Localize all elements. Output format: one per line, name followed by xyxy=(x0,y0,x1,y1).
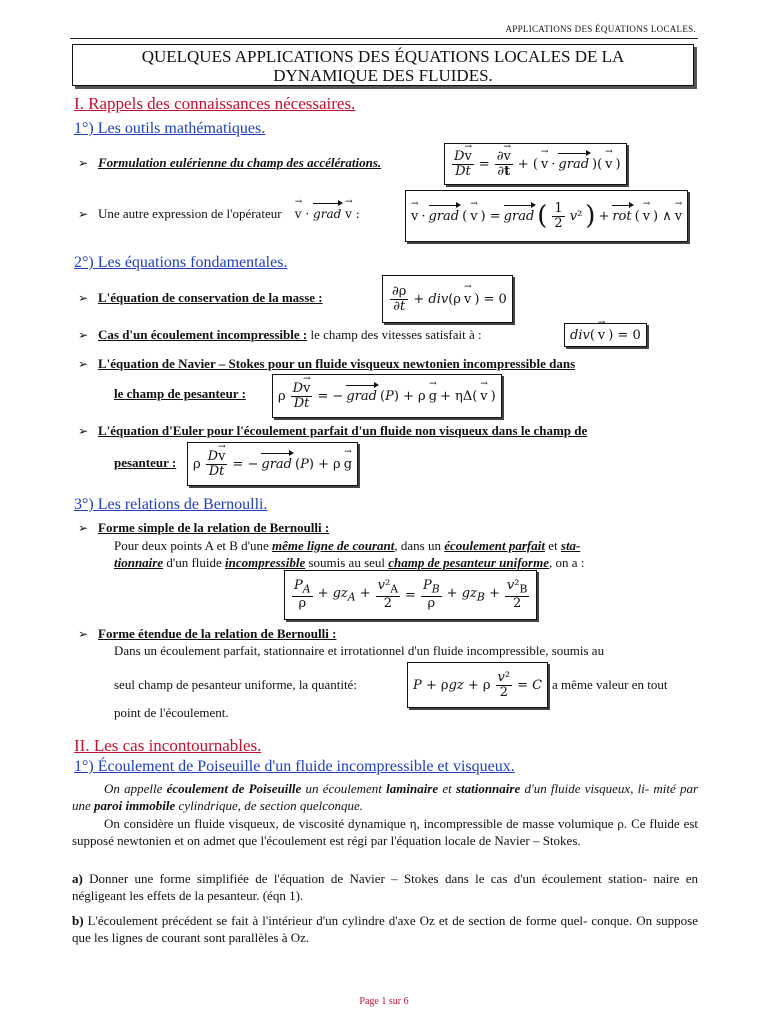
subsection-2-heading: 2°) Les équations fondamentales. xyxy=(74,254,288,271)
page-footer: Page 1 sur 6 xyxy=(359,996,409,1007)
item-operator: ➢ Une autre expression de l'opérateur → v · grad → v : xyxy=(78,206,698,222)
title-line-2: DYNAMIQUE DES FLUIDES. xyxy=(273,66,493,85)
subsection-3-heading: 3°) Les relations de Bernoulli. xyxy=(74,496,268,513)
bullet-arrow-icon: ➢ xyxy=(78,207,89,221)
poiseuille-definition: On appelle écoulement de Poiseuille un écoulement laminaire et stationnaire d'un fluide visqueux, li- mité par une paroi immobile cylindrique, de section quelconque. xyxy=(72,781,699,813)
equation-euler: ρ $\frac{D\to v}{Dt}$ = − grad (P) + ρ → g xyxy=(187,442,358,486)
equation-bernoulli-simple: $\frac{P_A}{\rho}$ + $gz_A$ + $\frac{v^2_A}{2}$ = $\frac{P_B}{\rho}$ + $gz_B$ + $\frac{v^2_B}{2}$ xyxy=(284,570,537,620)
item-label: pesanteur : xyxy=(114,455,177,470)
item-label: Une autre expression de l'opérateur xyxy=(98,206,282,221)
item-label: Forme simple de la relation de Bernoulli : xyxy=(98,520,330,535)
running-header: APPLICATIONS DES ÉQUATIONS LOCALES. xyxy=(505,24,696,34)
item-label: Forme étendue de la relation de Bernoulli : xyxy=(98,626,337,641)
item-label: Formulation eulérienne du champ des accélérations. xyxy=(98,155,382,170)
bullet-arrow-icon: ➢ xyxy=(78,357,89,371)
item-text: le champ des vitesses satisfait à : xyxy=(310,327,482,342)
section-2-heading: II. Les cas incontournables. xyxy=(74,736,262,755)
question-a: a) Donner une forme simplifiée de l'équation de Navier – Stokes dans le cas d'un écoulement station- naire en négligeant les effets de la pesanteur. (éqn 1). xyxy=(72,871,699,903)
equation-mass-conservation: $\frac{\partial\rho}{\partial t}$ + div(ρ → v ) = 0 xyxy=(382,275,513,323)
item-label: Cas d'un écoulement incompressible : xyxy=(98,327,308,342)
item-label: L'équation d'Euler pour l'écoulement parfait d'un fluide non visqueux dans le champ de xyxy=(98,423,588,438)
subsection-1-heading: 1°) Les outils mathématiques. xyxy=(74,120,266,137)
paragraph-consider: On considère un fluide visqueux, de viscosité dynamique η, incompressible de masse volumique ρ. Ce fluide est supposé newtonien et on admet que l'écoulement est régi par l'équation locale de Navier – Stokes. xyxy=(72,816,699,848)
title-line-1: QUELQUES APPLICATIONS DES ÉQUATIONS LOCALES DE LA xyxy=(141,47,625,66)
bullet-arrow-icon: ➢ xyxy=(78,424,89,438)
question-b: b) L'écoulement précédent se fait à l'intérieur d'un cylindre d'axe Oz et de section de forme quel- conque. On suppose que les lignes de courant sont parallèles à Oz. xyxy=(72,913,698,945)
item-label: L'équation de Navier – Stokes pour un fluide visqueux newtonien incompressible dans xyxy=(98,356,576,371)
bernoulli-extended-line3: point de l'écoulement. xyxy=(114,705,229,720)
bullet-arrow-icon: ➢ xyxy=(78,291,89,305)
bernoulli-simple-text: Pour deux points A et B d'une même ligne de courant, dans un écoulement parfait et sta- tionnaire d'un fluide incompressible soumis au seul champ de pesanteur uniforme, on a : xyxy=(114,538,585,570)
bullet-arrow-icon: ➢ xyxy=(78,328,89,342)
equation-operator: → v · grad ( → v ) = grad ( $\frac{1}{2}$ v² ) + rot ( → v ) ∧ → v xyxy=(405,190,688,242)
bernoulli-extended-line1: Dans un écoulement parfait, stationnaire et irrotationnel d'un fluide incompressible, soumis au xyxy=(114,643,605,658)
bernoulli-extended-line2a: seul champ de pesanteur uniforme, la quantité: xyxy=(114,677,357,692)
header-rule xyxy=(70,38,698,39)
equation-bernoulli-extended: P + ρgz + ρ $\frac{\text{v²}}{2}$ = C xyxy=(407,662,548,708)
item-euler-equation xyxy=(78,423,698,439)
item-label: le champ de pesanteur : xyxy=(114,386,246,401)
bullet-arrow-icon: ➢ xyxy=(78,627,89,641)
bullet-arrow-icon: ➢ xyxy=(78,521,89,535)
bullet-arrow-icon: ➢ xyxy=(78,156,89,170)
item-navier-stokes xyxy=(78,356,698,372)
equation-euler-acceleration: $\frac{D\to v}{Dt}$ = $\frac{\partial\to v}{\partial t}$ + ( → v · grad )( → v ) xyxy=(444,143,627,185)
item-label: L'équation de conservation de la masse : xyxy=(98,290,323,305)
bernoulli-extended-line2b: a même valeur en tout xyxy=(552,677,668,692)
section-1-heading: I. Rappels des connaissances nécessaires. xyxy=(74,94,356,113)
item-bernoulli-simple xyxy=(78,520,698,536)
subsection-4-heading: 1°) Écoulement de Poiseuille d'un fluide incompressible et visqueux. xyxy=(74,758,515,775)
title-box xyxy=(72,44,694,86)
item-bernoulli-extended xyxy=(78,626,698,642)
equation-navier-stokes: ρ $\frac{D\to v}{Dt}$ = − grad (P) + ρ → g + ηΔ( → v ) xyxy=(272,374,502,418)
equation-incompressible: div( → v ) = 0 xyxy=(564,323,647,347)
